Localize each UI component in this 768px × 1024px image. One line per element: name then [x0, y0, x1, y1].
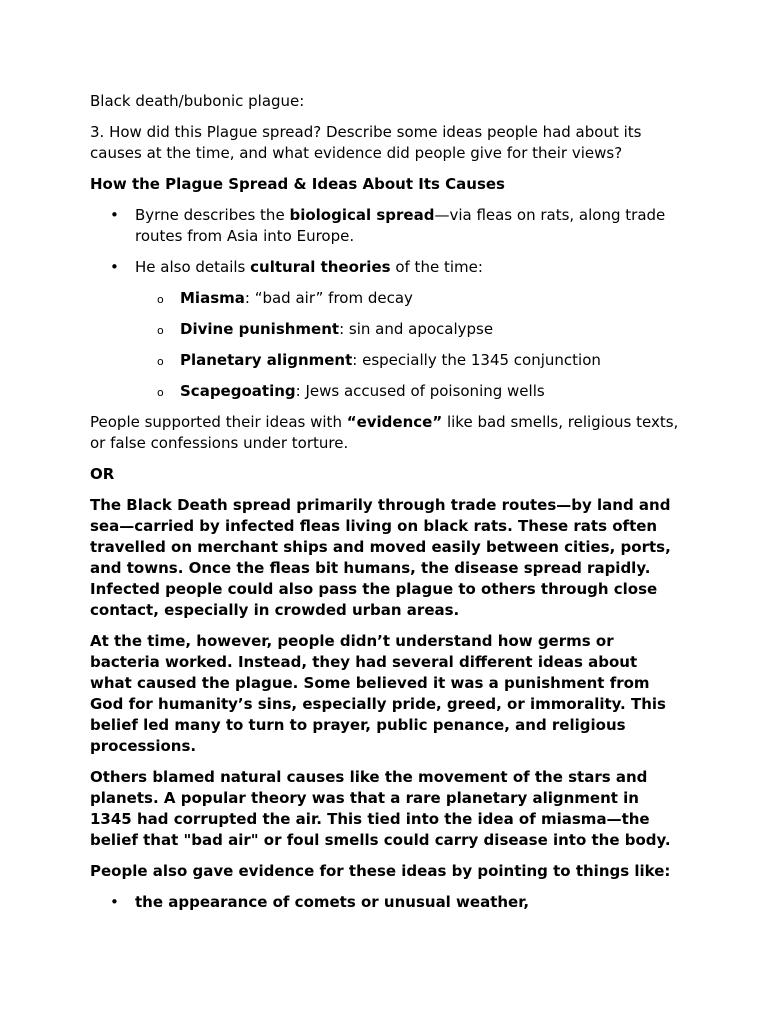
bullet1-pre: Byrne describes the [135, 206, 290, 224]
evidence-paragraph: People supported their ideas with “evidence” like bad smells, religious texts, or false confessions under torture. [90, 413, 679, 452]
bullet1-post: —via fleas on rats, along trade routes from Asia into Europe. [135, 206, 666, 245]
last-bullet-text: the appearance of comets or unusual weather, [135, 893, 530, 911]
theory-term: Miasma [180, 289, 245, 307]
circle-bullet-icon: o [157, 324, 164, 337]
bullet-icon: • [110, 206, 119, 224]
list-item [135, 288, 680, 309]
theory-desc: : Jews accused of poisoning wells [295, 382, 545, 400]
bullet2-pre: He also details [135, 258, 251, 276]
theory-term: Planetary alignment [180, 351, 353, 369]
section-heading: How the Plague Spread & Ideas About Its Causes [90, 175, 505, 193]
question-text: 3. How did this Plague spread? Describe some ideas people had about its causes at the time, and what evidence did people give for their views? [90, 123, 642, 162]
bullet1-bold: biological spread [289, 206, 435, 224]
list-item [90, 892, 680, 913]
circle-bullet-icon: o [157, 355, 164, 368]
theory-desc: : “bad air” from decay [244, 289, 413, 307]
bullet2-post: of the time: [390, 258, 483, 276]
answer-bullet-list [90, 205, 680, 402]
document-page [90, 91, 680, 923]
theory-term: Divine punishment [180, 320, 340, 338]
paragraph-spread: The Black Death spread primarily through trade routes—by land and sea—carried by infected fleas living on black rats. These rats often travelled on merchant ships and moved easily between cities, ports, and towns. Once the fleas bit humans, the disease spread rapidly. Infected people could also pass the plague to others through close contact, especially in crowded urban areas. [90, 496, 671, 619]
list-item [90, 205, 680, 247]
paragraph-natural-causes: Others blamed natural causes like the movement of the stars and planets. A popular theory was that a rare planetary alignment in 1345 had corrupted the air. This tied into the idea of miasma—the belief that "bad air" or foul smells could carry disease into the body. [90, 768, 671, 849]
list-item [90, 257, 680, 402]
circle-bullet-icon: o [157, 293, 164, 306]
circle-bullet-icon: o [157, 386, 164, 399]
document-title: Black death/bubonic plague: [90, 92, 305, 110]
paragraph-evidence-intro: People also gave evidence for these ideas by pointing to things like: [90, 862, 671, 880]
bullet2-bold: cultural theories [250, 258, 391, 276]
bullet-icon: • [110, 258, 119, 276]
evidence-bullet-list [90, 892, 680, 913]
paragraph-beliefs: At the time, however, people didn’t understand how germs or bacteria worked. Instead, they had several different ideas about what caused the plague. Some believed it was a punishment from God for humanity’s sins, especially pride, greed, or immorality. This belief led many to turn to prayer, public penance, and religious processions. [90, 632, 666, 755]
list-item [135, 319, 680, 340]
or-separator: OR [90, 465, 115, 483]
list-item [135, 381, 680, 402]
theories-list [135, 288, 680, 402]
theory-term: Scapegoating [180, 382, 296, 400]
theory-desc: : sin and apocalypse [339, 320, 494, 338]
list-item [135, 350, 680, 371]
bullet-icon: • [110, 893, 119, 911]
theory-desc: : especially the 1345 conjunction [352, 351, 601, 369]
